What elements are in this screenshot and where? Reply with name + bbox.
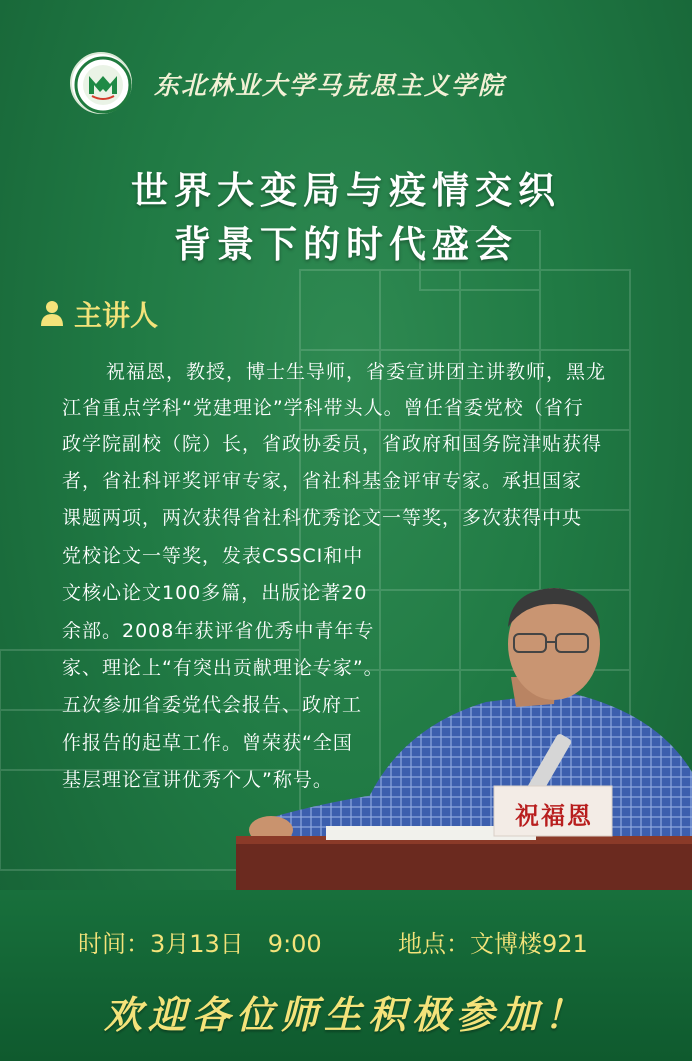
speaker-photo [236,582,692,892]
title-line-2: 背景下的时代盛会 [174,223,518,266]
bio-line: 政学院副校（院）长，省政协委员，省政府和国务院津贴获得 [62,433,603,455]
bio-line: 文核心论文100多篇，出版论著20 [62,582,368,604]
speaker-label: 主讲人 [74,299,159,332]
title-line-1: 世界大变局与疫情交织 [131,169,561,212]
person-icon [40,300,64,326]
welcome-slogan: 欢迎各位师生积极参加！ [103,992,588,1037]
university-emblem-icon [70,52,132,114]
bio-line: 江省重点学科“党建理论”学科带头人。曾任省委党校（省行 [62,397,584,419]
bio-line: 党校论文一等奖，发表CSSCI和中 [62,545,364,567]
nameplate: 祝福恩 [515,801,593,830]
bio-line: 课题两项，两次获得省社科优秀论文一等奖，多次获得中央 [62,507,583,529]
bio-line: 家、理论上“有突出贡献理论专家”。 [62,657,384,679]
bio-line: 基层理论宣讲优秀个人”称号。 [62,769,333,791]
bio-line: 作报告的起草工作。曾荣获“全国 [62,732,353,754]
event-location: 地点：文博楼921 [398,930,588,958]
bio-line: 五次参加省委党代会报告、政府工 [62,694,363,716]
bio-line: 者，省社科评奖评审专家，省社科基金评审专家。承担国家 [62,470,583,492]
school-name: 东北林业大学马克思主义学院 [154,71,506,100]
bio-line: 余部。2008年获评省优秀中青年专 [62,620,375,642]
event-time: 时间：3月13日 9:00 [78,930,322,958]
bio-line: 祝福恩，教授，博士生导师，省委宣讲团主讲教师，黑龙 [106,361,607,383]
